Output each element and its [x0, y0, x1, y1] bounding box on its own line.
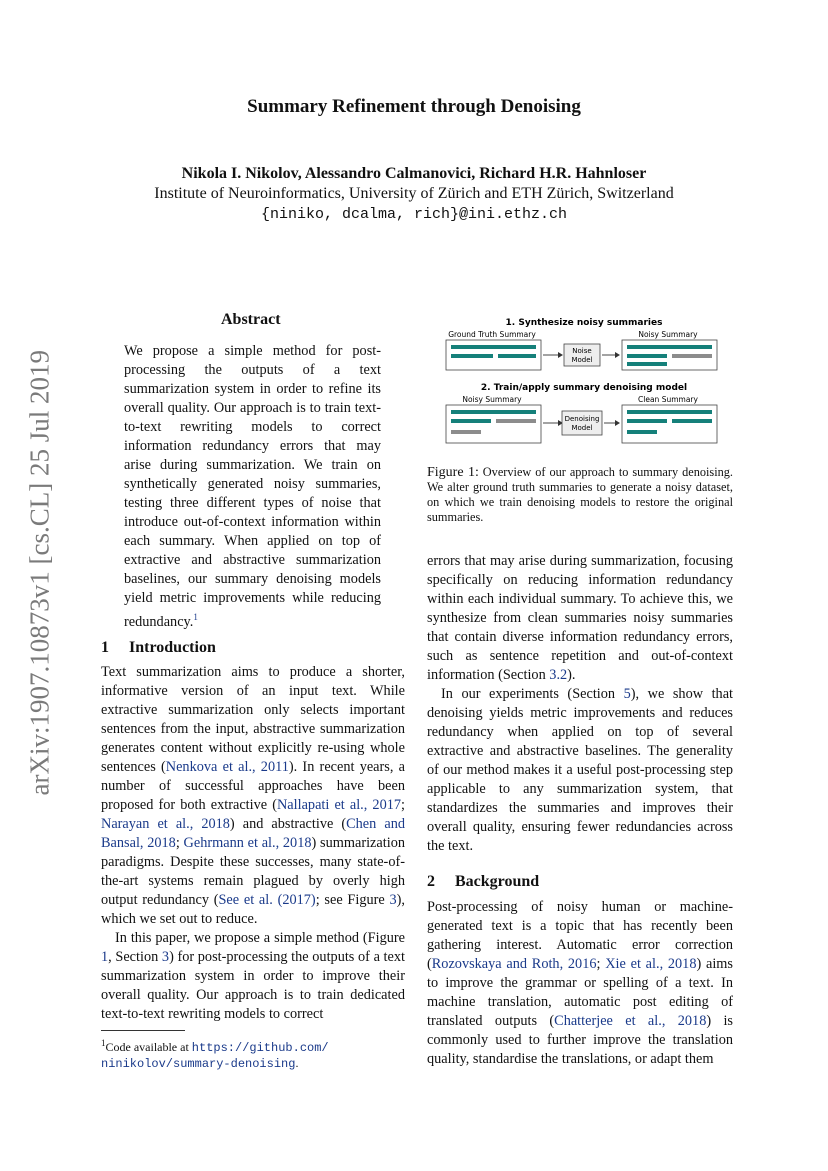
figure-label: Figure 1: [427, 465, 479, 480]
sentence-bar [627, 410, 712, 414]
sentence-bar [451, 345, 536, 349]
footnote-rule [101, 1030, 185, 1031]
paper-title: Summary Refinement through Denoising [247, 96, 581, 117]
figure-link[interactable]: 3 [389, 892, 397, 908]
figure-1 [436, 316, 732, 460]
step1-title: 1. Synthesize noisy summaries [505, 318, 663, 328]
citation-link[interactable]: Chen and Bansal, 2018 [101, 816, 405, 851]
sentence-bar [627, 345, 712, 349]
section-link[interactable]: 3.2 [549, 667, 568, 683]
citation-link[interactable]: Nenkova et al., 2011 [165, 759, 289, 775]
sentence-bar [451, 419, 491, 423]
section-link[interactable]: 5 [623, 686, 631, 702]
denoising-model-label: Model [571, 424, 593, 432]
arrow-head [615, 352, 620, 358]
step2-left-label: Noisy Summary [462, 395, 522, 404]
footnote: $^1$Code available at https://github.com/ ninikolov/summary-denoising. [101, 1038, 329, 1071]
section-number: 2 [427, 873, 435, 890]
email-list: {niniko, dcalma, rich}@ini.ethz.ch [260, 206, 568, 223]
background-paragraph: Post-processing of noisy human or machine-generated text is a topic that has recently been gathering interest. Automatic error correction (Rozovskaya and Roth, 2016; Xie et al., 2018) aims to improve the grammar or spelling of a text. In machine translation, automatic post editing of translated outputs (Chatterjee et al., 2018) is commonly used to further improve the translation quality, standardise the translations, or adapt them [427, 899, 733, 1067]
abstract-heading: Abstract [221, 311, 281, 328]
noise-model-label: Model [571, 356, 593, 364]
noise-bar [496, 419, 536, 423]
github-link[interactable]: https://github.com/ ninikolov/summary-denoising [101, 1041, 329, 1071]
caption-text: Overview of our approach to summary denoising. We alter ground truth summaries to generate a noisy dataset, on which we train denoising models to restore the original summaries. [427, 465, 733, 524]
footnote-mark: 1 [101, 1038, 106, 1048]
sentence-bar [627, 419, 667, 423]
authors: Nikola I. Nikolov, Alessandro Calmanovici, Richard H.R. Hahnloser [181, 165, 647, 182]
affiliation: Institute of Neuroinformatics, University of Zürich and ETH Zürich, Switzerland [154, 185, 674, 202]
citation-link[interactable]: Xie et al., 2018 [605, 956, 697, 972]
figure-caption [427, 465, 733, 525]
sentence-bar [451, 354, 493, 358]
citation-link[interactable]: Gehrmann et al., 2018 [183, 835, 312, 851]
step2-title: 2. Train/apply summary denoising model [480, 383, 688, 393]
denoising-model-label: Denoising [564, 415, 600, 423]
figure-diagram [436, 316, 732, 456]
citation-link[interactable]: Chatterjee et al., 2018 [554, 1013, 707, 1029]
footnote-ref[interactable]: 1 [193, 612, 198, 622]
intro-section [101, 638, 405, 1024]
step1-right-label: Noisy Summary [638, 330, 698, 339]
section-title: Background [455, 873, 540, 890]
right-paragraph-2: In our experiments (Section 5), we show that denoising yields metric improvements and reduces redundancy when applied on top of several extractive and abstractive baselines. The generality of our method makes it a useful post-processing step applicable to any summarization system, that standardizes the summaries and improves their overall quality, ensuring fewer redundancies across the text. [427, 686, 734, 854]
citation-link[interactable]: Rozovskaya and Roth, 2016 [431, 956, 597, 972]
abstract-body: We propose a simple method for post-processing the outputs of a text summarization system in order to refine its overall quality. Our approach is to train text-to-text rewriting models to correct information redundancy errors that may arise during summarization. We train on synthetically generated noisy summaries, testing three different types of noise that introduce out-of-context information within each summary. When applied on top of extractive and abstractive summarization baselines, our summary denoising models yield metric improvements while reducing redundancy. [124, 343, 381, 630]
step1-left-label: Ground Truth Summary [448, 330, 536, 339]
abstract-text [124, 342, 381, 632]
emails [0, 205, 828, 223]
figure-link[interactable]: 1 [101, 949, 109, 965]
sentence-bar [498, 354, 536, 358]
citation-link[interactable]: Narayan et al., 2018 [101, 816, 230, 832]
noise-bar [451, 430, 481, 434]
arrow-head [558, 352, 563, 358]
section-number: 1 [101, 639, 109, 656]
right-paragraph-1: errors that may arise during summarization, focusing specifically on reducing information redundancy within each individual summary. To achieve this, we synthesize from clean summaries noisy summaries that contain diverse information redundancy errors, such as sentence repetition and out-of-context information (Section 3.2). [427, 553, 733, 683]
sentence-bar [627, 354, 667, 358]
sentence-bar [672, 419, 712, 423]
background-heading [427, 872, 733, 891]
section-title: Introduction [129, 639, 216, 656]
right-column [427, 552, 733, 1069]
arxiv-stamp: arXiv:1907.10873v1 [cs.CL] 25 Jul 2019 [24, 350, 55, 796]
footnote-text: Code available at [105, 1040, 192, 1054]
arrow-head [615, 420, 620, 426]
noise-bar [672, 354, 712, 358]
sentence-bar [451, 410, 536, 414]
noise-model-label: Noise [572, 347, 592, 355]
step2-right-label: Clean Summary [638, 395, 698, 404]
section-link[interactable]: 3 [161, 949, 170, 965]
intro-paragraph-2: In this paper, we propose a simple method (Figure 1, Section 3) for post-processing the outputs of a text summarization system in order to improve their overall quality. Our approach is to train dedicated text-to-text rewriting models to correct [101, 930, 406, 1022]
sentence-bar [627, 362, 667, 366]
citation-link[interactable]: See et al. (2017) [218, 892, 316, 908]
sentence-bar [627, 430, 657, 434]
intro-paragraph-1: Text summarization aims to produce a shorter, informative version of an input text. While extractive summarization only selects important sentences from the input, abstractive summarization generates content without explicitly re-using whole sentences (Nenkova et al., 2011). In recent years, a number of successful approaches have been proposed for both extractive (Nallapati et al., 2017; Narayan et al., 2018) and abstractive (Chen and Bansal, 2018; Gehrmann et al., 2018) summarization paradigms. Despite these successes, many state-of-the-art systems remain plagued by overly high output redundancy (See et al. (2017); see Figure 3), which we set out to reduce. [101, 664, 405, 927]
citation-link[interactable]: Nallapati et al., 2017 [276, 797, 402, 813]
intro-heading [101, 638, 405, 657]
